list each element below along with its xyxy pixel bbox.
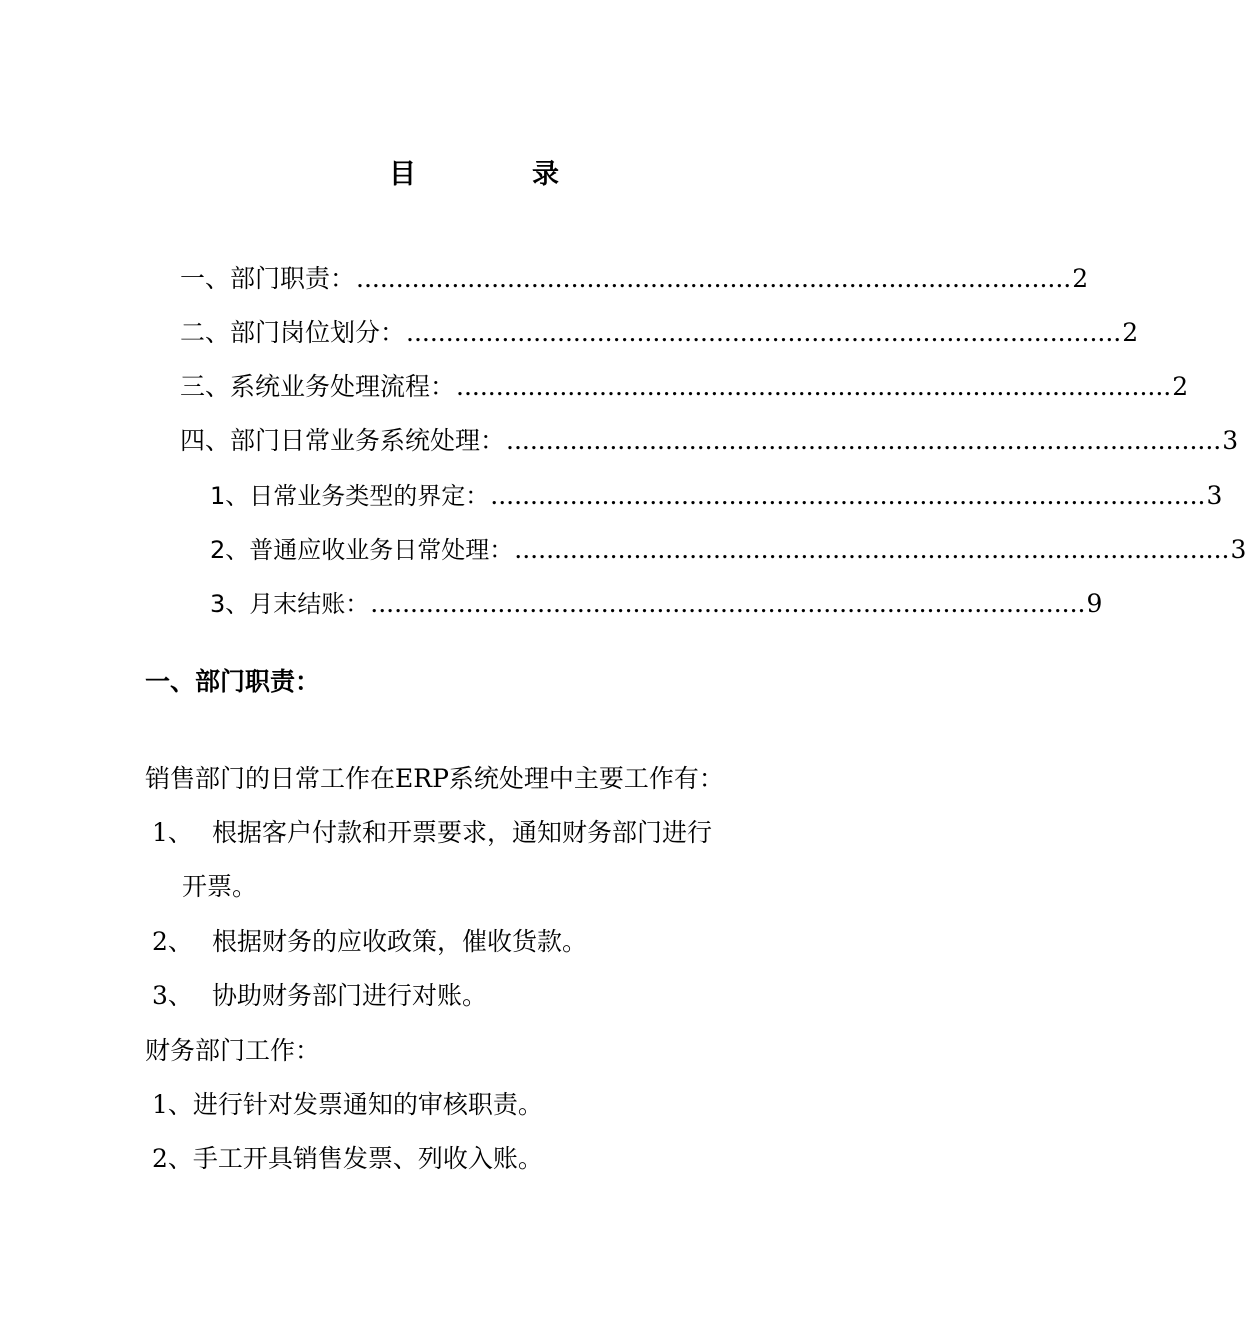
toc-page-number: 3 [1222,426,1239,455]
toc-entry-label: 3、月末结账： [210,590,370,618]
toc-page-number: 2 [1122,318,1139,347]
toc-entry-4-2[interactable] [210,533,1246,567]
toc-dot-leader: .......................................................................................... [490,481,1206,510]
toc-entry-4-3[interactable] [210,587,1103,621]
toc-page-number: 2 [1072,264,1089,293]
toc-dot-leader: .......................................................................................... [506,426,1222,455]
finance-item: 2、手工开具销售发票、列收入账。 [152,1144,543,1173]
toc-title-char-2: 录 [532,159,559,190]
toc-page-number: 3 [1230,535,1246,564]
section-heading: 一、部门职责： [145,667,321,696]
toc-page-number: 9 [1086,589,1103,618]
toc-entry-4-1[interactable] [210,479,1223,513]
toc-entry-label: 2、普通应收业务日常处理： [210,536,514,564]
toc-entry-label: 1、日常业务类型的界定： [210,482,490,510]
toc-entry-label: 一、部门职责： [180,264,356,293]
toc-page-number: 3 [1206,481,1223,510]
sales-item-number: 1、 [152,818,193,847]
toc-page-number: 2 [1172,372,1189,401]
toc-entry-1[interactable] [180,262,1089,296]
finance-intro: 财务部门工作： [145,1036,321,1065]
sales-intro: 销售部门的日常工作在ERP系统处理中主要工作有： [145,764,724,793]
toc-dot-leader: .......................................................................................... [514,535,1230,564]
toc-entry-label: 四、部门日常业务系统处理： [180,426,506,455]
sales-item-text: 根据客户付款和开票要求，通知财务部门进行 [212,818,713,847]
toc-dot-leader: .......................................................................................... [370,589,1086,618]
sales-item-number: 2、 [152,927,193,956]
toc-dot-leader: .......................................................................................... [406,318,1122,347]
toc-title [0,152,950,192]
sales-item-text: 协助财务部门进行对账。 [212,981,488,1010]
sales-item-text: 根据财务的应收政策，催收货款。 [212,927,588,956]
toc-entry-2[interactable] [180,316,1139,350]
toc-entry-label: 二、部门岗位划分： [180,318,406,347]
sales-item-continuation: 开票。 [182,872,258,901]
toc-entry-label: 三、系统业务处理流程： [180,372,456,401]
toc-entry-3[interactable] [180,370,1189,404]
finance-item: 1、进行针对发票通知的审核职责。 [152,1090,543,1119]
toc-dot-leader: .......................................................................................... [356,264,1072,293]
toc-dot-leader: .......................................................................................... [456,372,1172,401]
sales-item-number: 3、 [152,981,193,1010]
toc-title-char-1: 目 [389,159,416,190]
toc-entry-4[interactable] [180,424,1239,458]
